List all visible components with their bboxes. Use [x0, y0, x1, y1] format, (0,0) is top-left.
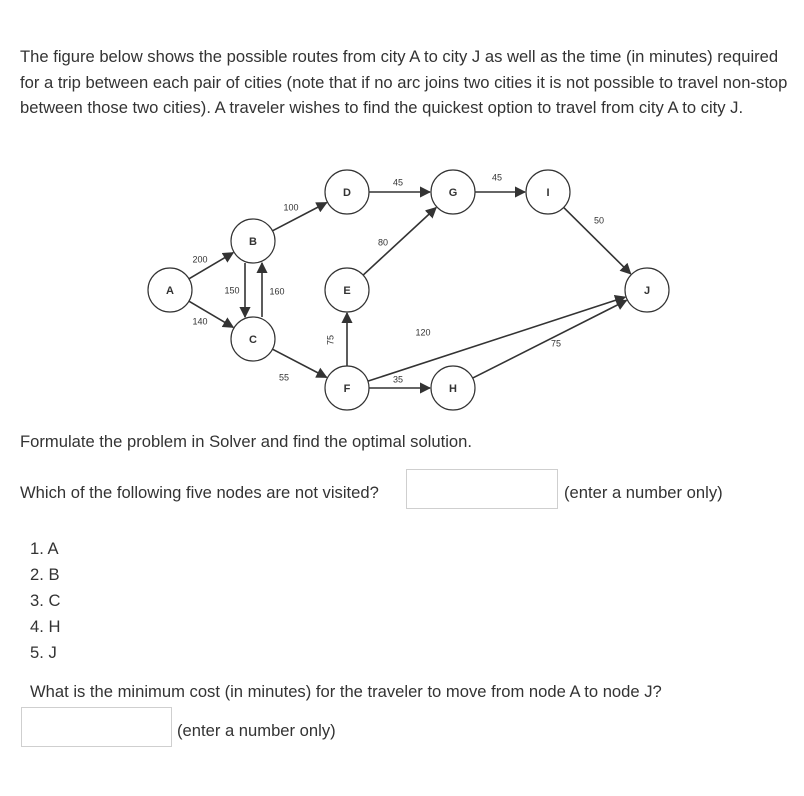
- formulate-instruction: Formulate the problem in Solver and find the optimal solution.: [20, 432, 472, 451]
- problem-description: The figure below shows the possible routes from city A to city J as well as the time (in minutes) required for a trip between each pair of cities (note that if no arc joins two cities it is not possible to travel non-stop between those two cities). A traveler wishes to find the quickest option to travel from city A to city J.: [20, 47, 788, 117]
- edge-weight-label: 55: [278, 372, 290, 383]
- node-h-label: H: [449, 382, 457, 395]
- option-item: 4. H: [30, 617, 61, 636]
- edge-weight-label: 75: [325, 334, 336, 346]
- node-d-label: D: [343, 186, 351, 199]
- edge-weight-label: 50: [593, 215, 605, 226]
- node-g-label: G: [448, 186, 458, 199]
- edge-weight-label: 45: [491, 172, 503, 183]
- option-item: 5. J: [30, 643, 57, 662]
- edge-e-g: [363, 208, 436, 275]
- edge-weight-label: 45: [392, 177, 404, 188]
- edge-weight-label: 75: [550, 338, 562, 349]
- question1-answer-input[interactable]: [406, 469, 558, 509]
- question2-text: What is the minimum cost (in minutes) for the traveler to move from node A to node J?: [30, 682, 662, 701]
- edge-b-d: [273, 203, 327, 231]
- question1-text: Which of the following five nodes are not visited?: [20, 483, 379, 502]
- node-options-list: [30, 538, 60, 668]
- question1-hint: (enter a number only): [564, 483, 723, 502]
- option-item: 1. A: [30, 539, 59, 558]
- edge-weight-label: 140: [192, 316, 208, 327]
- edge-f-j: [368, 297, 625, 381]
- node-i-label: I: [546, 186, 550, 199]
- node-a-label: A: [166, 284, 174, 297]
- option-item: 3. C: [30, 591, 61, 610]
- edge-weight-label: 80: [377, 237, 389, 248]
- edge-weight-label: 200: [192, 254, 208, 265]
- edge-weight-label: 120: [415, 327, 431, 338]
- question2-hint: (enter a number only): [177, 721, 336, 740]
- node-j-label: J: [643, 284, 651, 297]
- route-network-diagram: [0, 160, 804, 420]
- node-c-label: C: [249, 333, 257, 346]
- question2-answer-input[interactable]: [21, 707, 172, 747]
- node-b-label: B: [249, 235, 257, 248]
- edge-weight-label: 100: [283, 202, 299, 213]
- node-e-label: E: [343, 284, 351, 297]
- node-f-label: F: [343, 382, 351, 395]
- option-item: 2. B: [30, 565, 60, 584]
- edge-weight-label: 35: [392, 374, 404, 385]
- edge-weight-label: 150: [224, 285, 240, 296]
- edge-weight-label: 160: [269, 286, 285, 297]
